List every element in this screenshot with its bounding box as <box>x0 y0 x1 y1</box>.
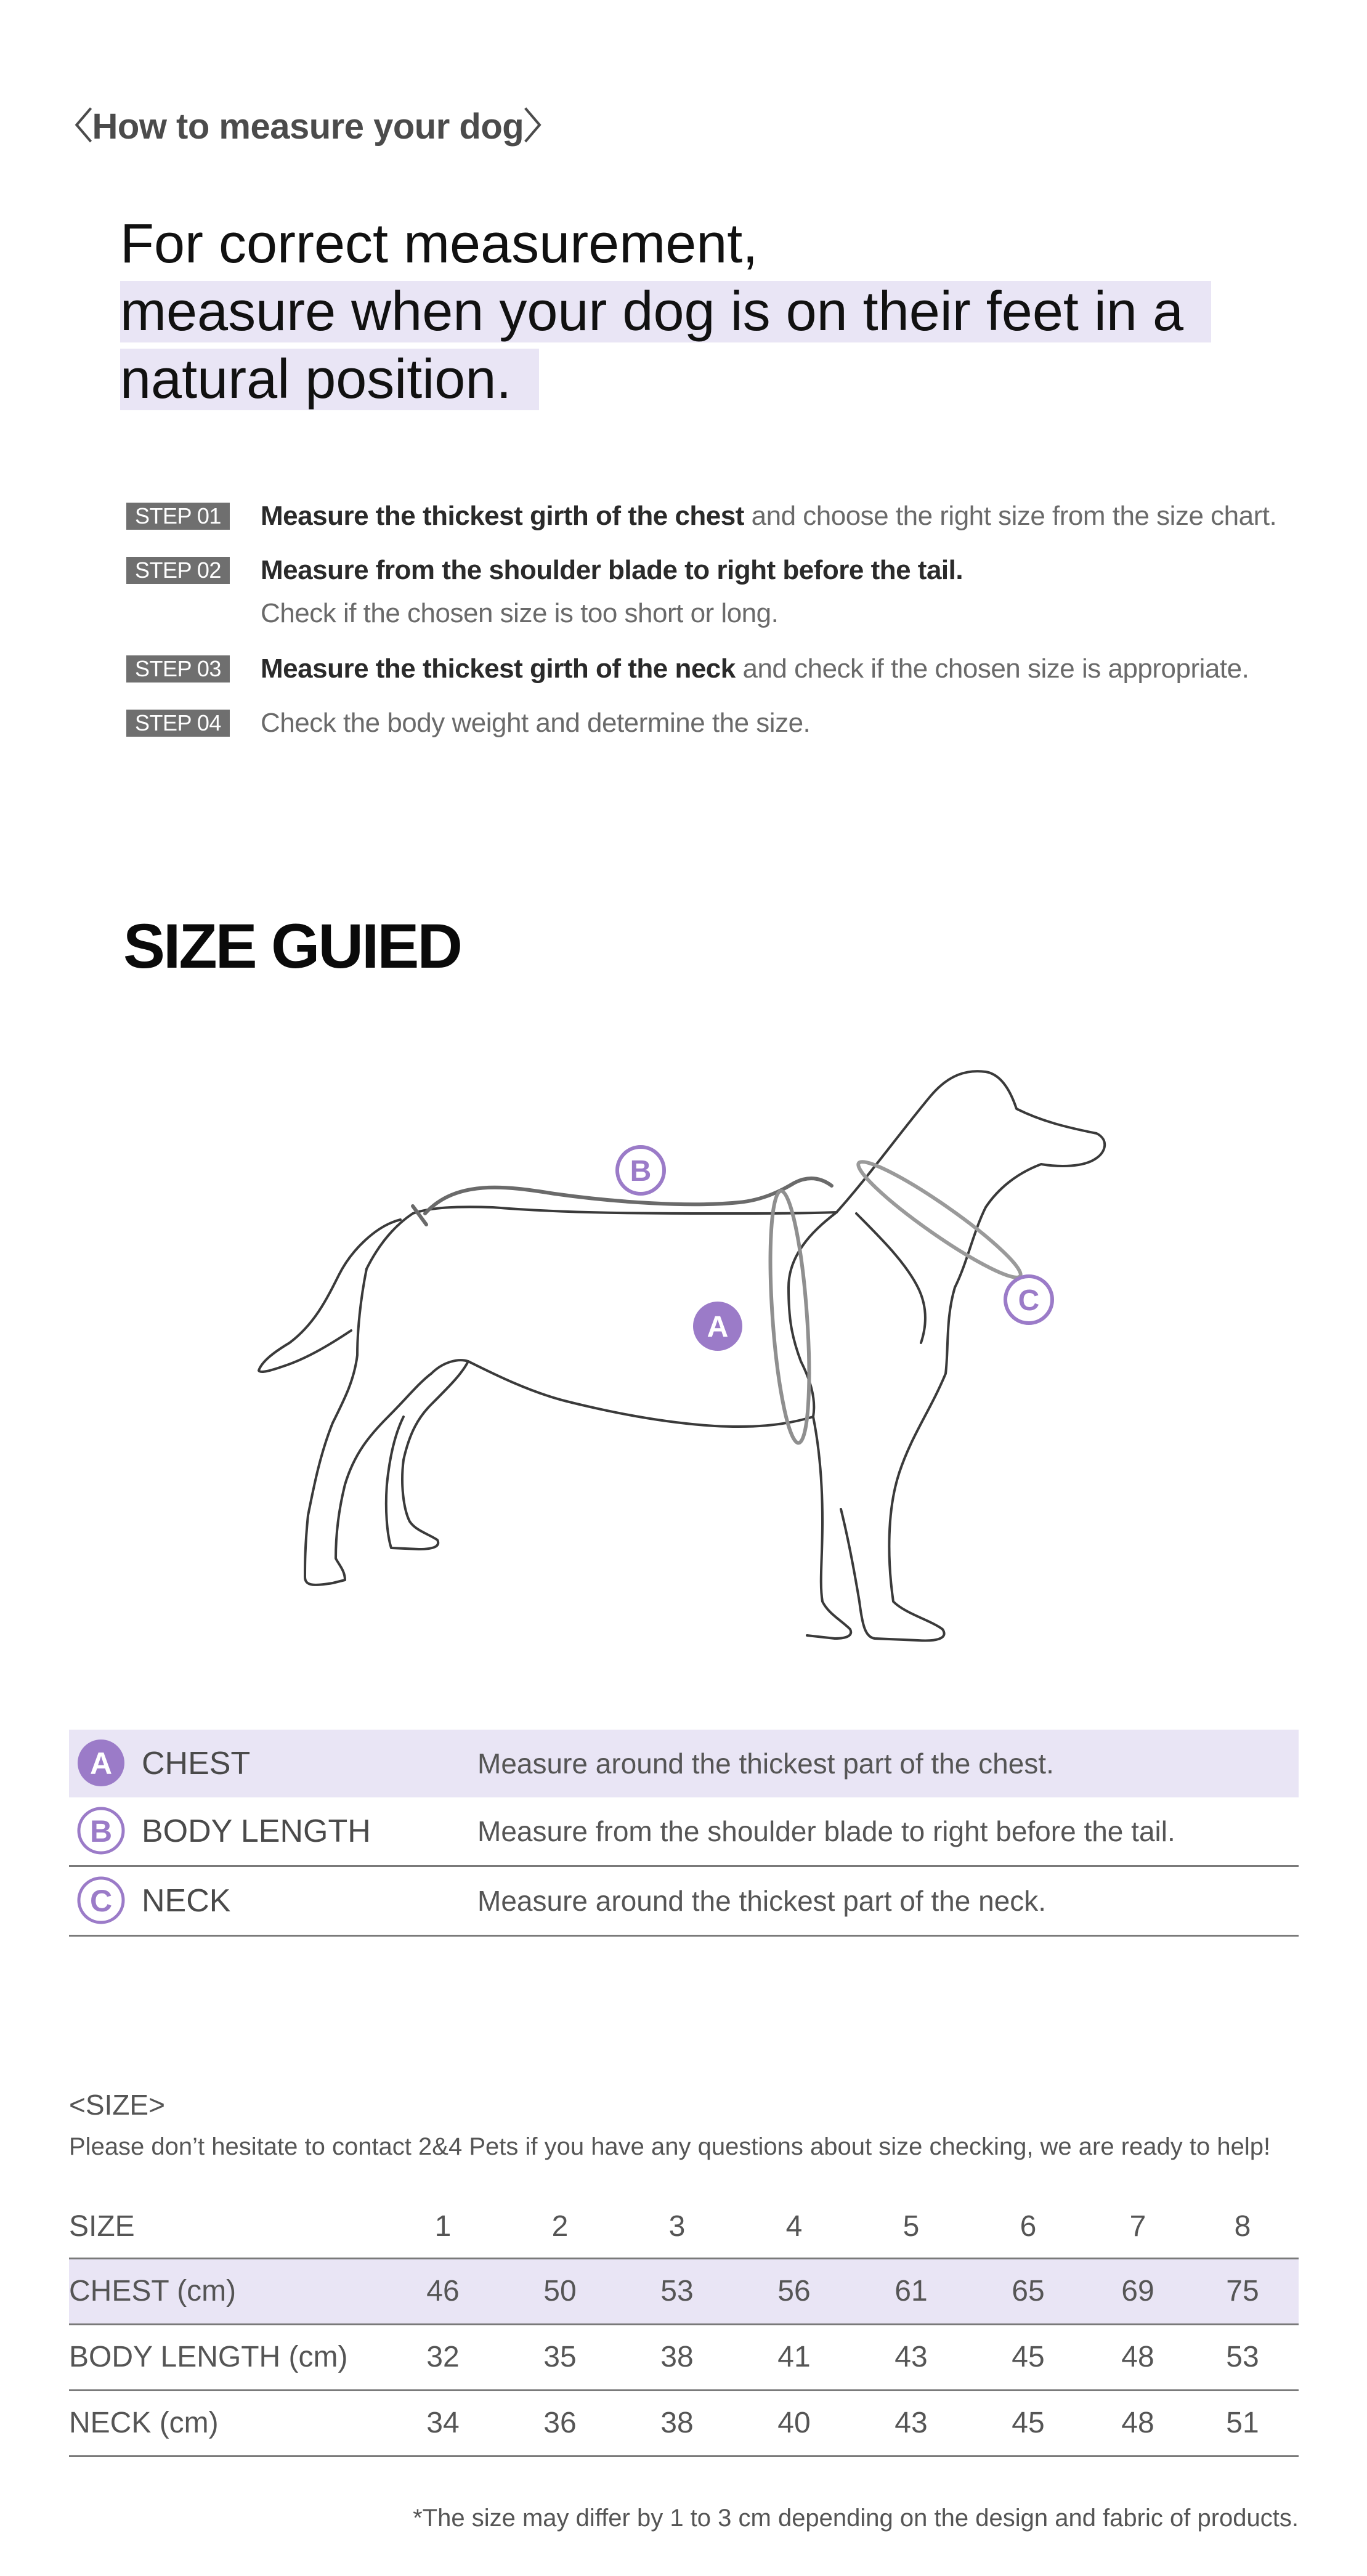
size-table-cell: 69 <box>1121 2275 1154 2307</box>
step-text <box>261 653 1249 685</box>
size-table-cell: 34 <box>426 2407 460 2439</box>
legend-row-chest <box>69 1730 1299 1797</box>
label-c-icon <box>1005 1276 1052 1323</box>
size-table-cell: 75 <box>1226 2275 1259 2307</box>
legend-description: Measure from the shoulder blade to right before the tail. <box>477 1815 1175 1847</box>
size-table-cell: 43 <box>894 2341 928 2373</box>
headline-text-2: measure when your dog is on their feet in a <box>120 281 1183 342</box>
size-table-cell: 51 <box>1226 2407 1259 2439</box>
size-disclaimer-note: *The size may differ by 1 to 3 cm depending on the design and fabric of products. <box>413 2505 1299 2532</box>
size-table-header-label: SIZE <box>69 2210 135 2243</box>
step-text-rest: and check if the chosen size is appropriate. <box>735 654 1249 684</box>
headline-line-1: For correct measurement, <box>120 213 758 275</box>
legend-description: Measure around the thickest part of the neck. <box>477 1885 1047 1917</box>
size-table-cell: 38 <box>660 2341 694 2373</box>
headline-highlight-2 <box>120 281 1211 342</box>
headline-line-2 <box>120 281 1211 342</box>
size-table-header-row <box>69 2196 1299 2259</box>
size-table-cell: 43 <box>894 2407 928 2439</box>
size-table-cell: 53 <box>1226 2341 1259 2373</box>
size-table-cell: 50 <box>543 2275 577 2307</box>
size-table-header-cell: 1 <box>434 2210 452 2243</box>
size-table-cell: 48 <box>1121 2407 1154 2439</box>
size-guide-title: SIZE GUIED <box>123 911 461 981</box>
headline-highlight-3 <box>120 349 539 410</box>
size-table-row-label: CHEST (cm) <box>69 2275 237 2307</box>
size-table-header-cell: 2 <box>551 2210 569 2243</box>
legend-description: Measure around the thickest part of the chest. <box>477 1748 1054 1780</box>
size-table-cell: 46 <box>426 2275 460 2307</box>
size-chart-table <box>69 2196 1299 2457</box>
size-table-cell: 40 <box>777 2407 811 2439</box>
label-b-icon <box>617 1147 664 1194</box>
body-length-badge-icon <box>76 1806 126 1855</box>
size-table-cell: 38 <box>660 2407 694 2439</box>
neck-badge-icon <box>76 1876 126 1925</box>
size-table-cell: 36 <box>543 2407 577 2439</box>
chest-badge-icon <box>76 1738 126 1788</box>
size-section-intro: Please don’t hesitate to contact 2&4 Pets if you have any questions about size checking, we are ready to help! <box>69 2133 1271 2160</box>
size-table-cell: 65 <box>1012 2275 1045 2307</box>
step-text-rest: Check the body weight and determine the size. <box>261 708 811 738</box>
step-text-rest: and choose the right size from the size chart. <box>744 501 1277 531</box>
step-text-bold: Measure from the shoulder blade to right before the tail. <box>261 555 963 585</box>
size-table-header-cell: 3 <box>668 2210 686 2243</box>
chest-badge-letter: A <box>89 1746 113 1781</box>
headline-line-3 <box>120 349 539 410</box>
size-table-row-body-length <box>69 2325 1299 2391</box>
step-text-bold: Measure the thickest girth of the chest <box>261 501 744 531</box>
step-text-bold: Measure the thickest girth of the neck <box>261 654 736 684</box>
dog-outline <box>259 1071 1105 1640</box>
size-table-cell: 41 <box>777 2341 811 2373</box>
label-c-text: C <box>1018 1284 1040 1317</box>
body-length-start-tick <box>413 1206 426 1225</box>
size-table-header-cell: 8 <box>1234 2210 1251 2243</box>
size-table-header-cell: 7 <box>1129 2210 1146 2243</box>
step-badge: STEP 03 <box>126 655 230 682</box>
size-table-header-cell: 5 <box>903 2210 920 2243</box>
legend-name: BODY LENGTH <box>142 1813 371 1849</box>
dog-measurement-illustration <box>246 1029 1134 1669</box>
size-table-cell: 61 <box>894 2275 928 2307</box>
headline-text-3: natural position. <box>120 349 512 410</box>
size-table-cell: 45 <box>1012 2407 1045 2439</box>
neck-girth-measure-line <box>850 1151 1029 1289</box>
size-table-header-cell: 4 <box>785 2210 803 2243</box>
step-badge: STEP 04 <box>126 710 230 737</box>
legend-name: CHEST <box>142 1746 251 1781</box>
size-table-cell: 53 <box>660 2275 694 2307</box>
size-table-header-cell: 6 <box>1020 2210 1037 2243</box>
size-table-cell: 56 <box>777 2275 811 2307</box>
label-b-text: B <box>630 1155 652 1188</box>
step-badge: STEP 01 <box>126 503 230 530</box>
body-length-badge-letter: B <box>89 1814 113 1849</box>
size-table-row-chest <box>69 2259 1299 2325</box>
neck-badge-letter: C <box>89 1884 113 1918</box>
legend-name: NECK <box>142 1883 231 1919</box>
label-a-text: A <box>707 1311 729 1343</box>
step-text <box>261 500 1276 532</box>
legend-row-neck <box>69 1867 1299 1937</box>
size-table-cell: 48 <box>1121 2341 1154 2373</box>
step-subtext: Check if the chosen size is too short or long. <box>261 598 779 628</box>
size-table-row-label: BODY LENGTH (cm) <box>69 2341 348 2373</box>
size-table-cell: 45 <box>1012 2341 1045 2373</box>
label-a-icon <box>693 1302 742 1351</box>
legend-row-body-length <box>69 1797 1299 1867</box>
size-table-cell: 35 <box>543 2341 577 2373</box>
size-table-row-neck <box>69 2391 1299 2457</box>
size-table-cell: 32 <box>426 2341 460 2373</box>
step-text <box>261 554 963 586</box>
step-text <box>261 707 810 739</box>
step-badge: STEP 02 <box>126 557 230 584</box>
section-title: 〈How to measure your dog〉 <box>57 107 559 147</box>
size-table-row-label: NECK (cm) <box>69 2407 219 2439</box>
size-section-label: <SIZE> <box>69 2089 165 2121</box>
